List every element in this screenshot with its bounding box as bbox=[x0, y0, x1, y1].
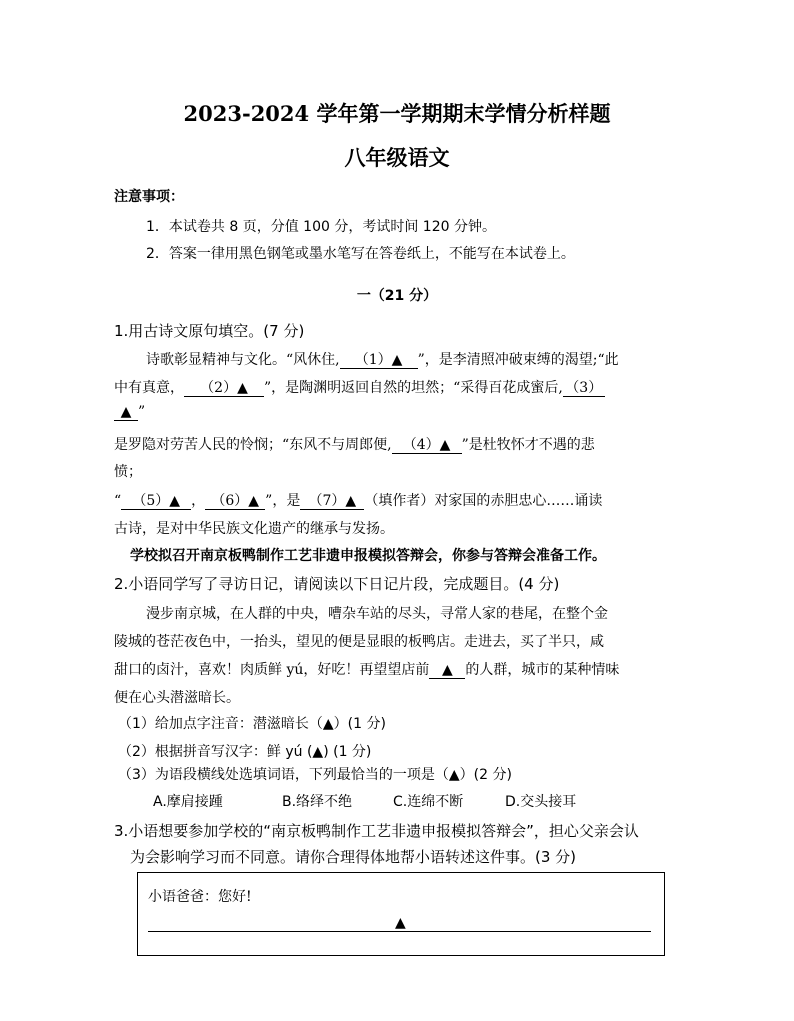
answer-box-mark: ▲ bbox=[395, 915, 406, 931]
q2-para-3: 甜口的卤汁，喜欢！肉质鲜 yú，好吃！再望望店前 ▲ 的人群，城市的某种情味 bbox=[114, 662, 620, 678]
option-a: A.摩肩接踵 bbox=[153, 794, 223, 810]
option-d: D.交头接耳 bbox=[505, 794, 577, 810]
option-b: B.络绎不绝 bbox=[282, 794, 353, 810]
blank-3: （3） bbox=[563, 381, 605, 397]
answer-box bbox=[137, 872, 665, 956]
blank-2: （2）▲ bbox=[184, 381, 264, 397]
q2-blank: ▲ bbox=[429, 663, 465, 679]
q1-line-4: 是罗隐对劳苦人民的怜悯；“东风不与周郎便, （4）▲ ”是杜牧怀才不遇的悲 bbox=[114, 437, 595, 453]
blank-1: （1）▲ bbox=[340, 353, 418, 369]
q1-line-2: 中有真意， （2）▲ ”，是陶渊明返回自然的坦然；“采得百花成蜜后, （3） bbox=[114, 377, 605, 397]
answer-box-line bbox=[148, 931, 651, 932]
q1-line-5: 愤； bbox=[114, 464, 142, 480]
exam-subtitle: 八年级语文 bbox=[344, 145, 450, 170]
blank-5: （5）▲ bbox=[121, 494, 191, 510]
q2-para-2: 陵城的苍茫夜色中，一抬头，望见的便是显眼的板鸭店。走进去，买了半只，咸 bbox=[114, 634, 604, 650]
notice-heading: 注意事项： bbox=[114, 189, 184, 205]
q2-sub-1: （1）给加点字注音：潜滋暗长（▲）(1 分) bbox=[118, 716, 386, 732]
blank-4: （4）▲ bbox=[392, 438, 462, 454]
q1-line-6: “ （5）▲ ， （6）▲ ”，是 （7）▲ （填作者）对家国的赤胆忠心……诵读 bbox=[114, 493, 603, 509]
q1-line-3: ▲ ” bbox=[114, 404, 145, 421]
exam-title: 2023-2024 学年第一学期期末学情分析样题 bbox=[183, 101, 611, 126]
q1-stem: 1.用古诗文原句填空。(7 分) bbox=[114, 322, 305, 340]
blank-3-cont: ▲ bbox=[114, 405, 138, 421]
q2-stem: 2.小语同学写了寻访日记，请阅读以下日记片段，完成题目。(4 分) bbox=[114, 575, 560, 593]
blank-7: （7）▲ bbox=[300, 494, 364, 510]
notice-item-1: 1．本试卷共 8 页，分值 100 分，考试时间 120 分钟。 bbox=[146, 219, 496, 235]
notice-item-2: 2．答案一律用黑色钢笔或墨水笔写在答卷纸上，不能写在本试卷上。 bbox=[146, 246, 575, 262]
q3-stem-line-1: 3.小语想要参加学校的“南京板鸭制作工艺非遗申报模拟答辩会”，担心父亲会认 bbox=[114, 822, 639, 840]
section-intro: 学校拟召开南京板鸭制作工艺非遗申报模拟答辩会，你参与答辩会准备工作。 bbox=[130, 548, 606, 564]
q2-sub-3: （3）为语段横线处选填词语，下列最恰当的一项是（▲）(2 分) bbox=[118, 767, 512, 783]
q3-stem-line-2: 为会影响学习而不同意。请你合理得体地帮小语转述这件事。(3 分) bbox=[130, 848, 577, 866]
section-heading: 一（21 分） bbox=[356, 288, 438, 304]
q1-line-7: 古诗，是对中华民族文化遗产的继承与发扬。 bbox=[114, 521, 394, 537]
q2-para-4: 便在心头潜滋暗长。 bbox=[114, 690, 240, 706]
q2-sub-2: （2）根据拼音写汉字：鲜 yú (▲) (1 分) bbox=[118, 744, 372, 760]
answer-box-greeting: 小语爸爸：您好! bbox=[148, 889, 252, 905]
blank-6: （6）▲ bbox=[205, 494, 265, 510]
option-c: C.连绵不断 bbox=[393, 794, 464, 810]
q2-para-1: 漫步南京城，在人群的中央，嘈杂车站的尽头，寻常人家的巷尾，在整个金 bbox=[146, 606, 608, 622]
q1-line-1: 诗歌彰显精神与文化。“风休住, （1）▲ ”，是李清照冲破束缚的渴望;“此 bbox=[146, 352, 619, 368]
